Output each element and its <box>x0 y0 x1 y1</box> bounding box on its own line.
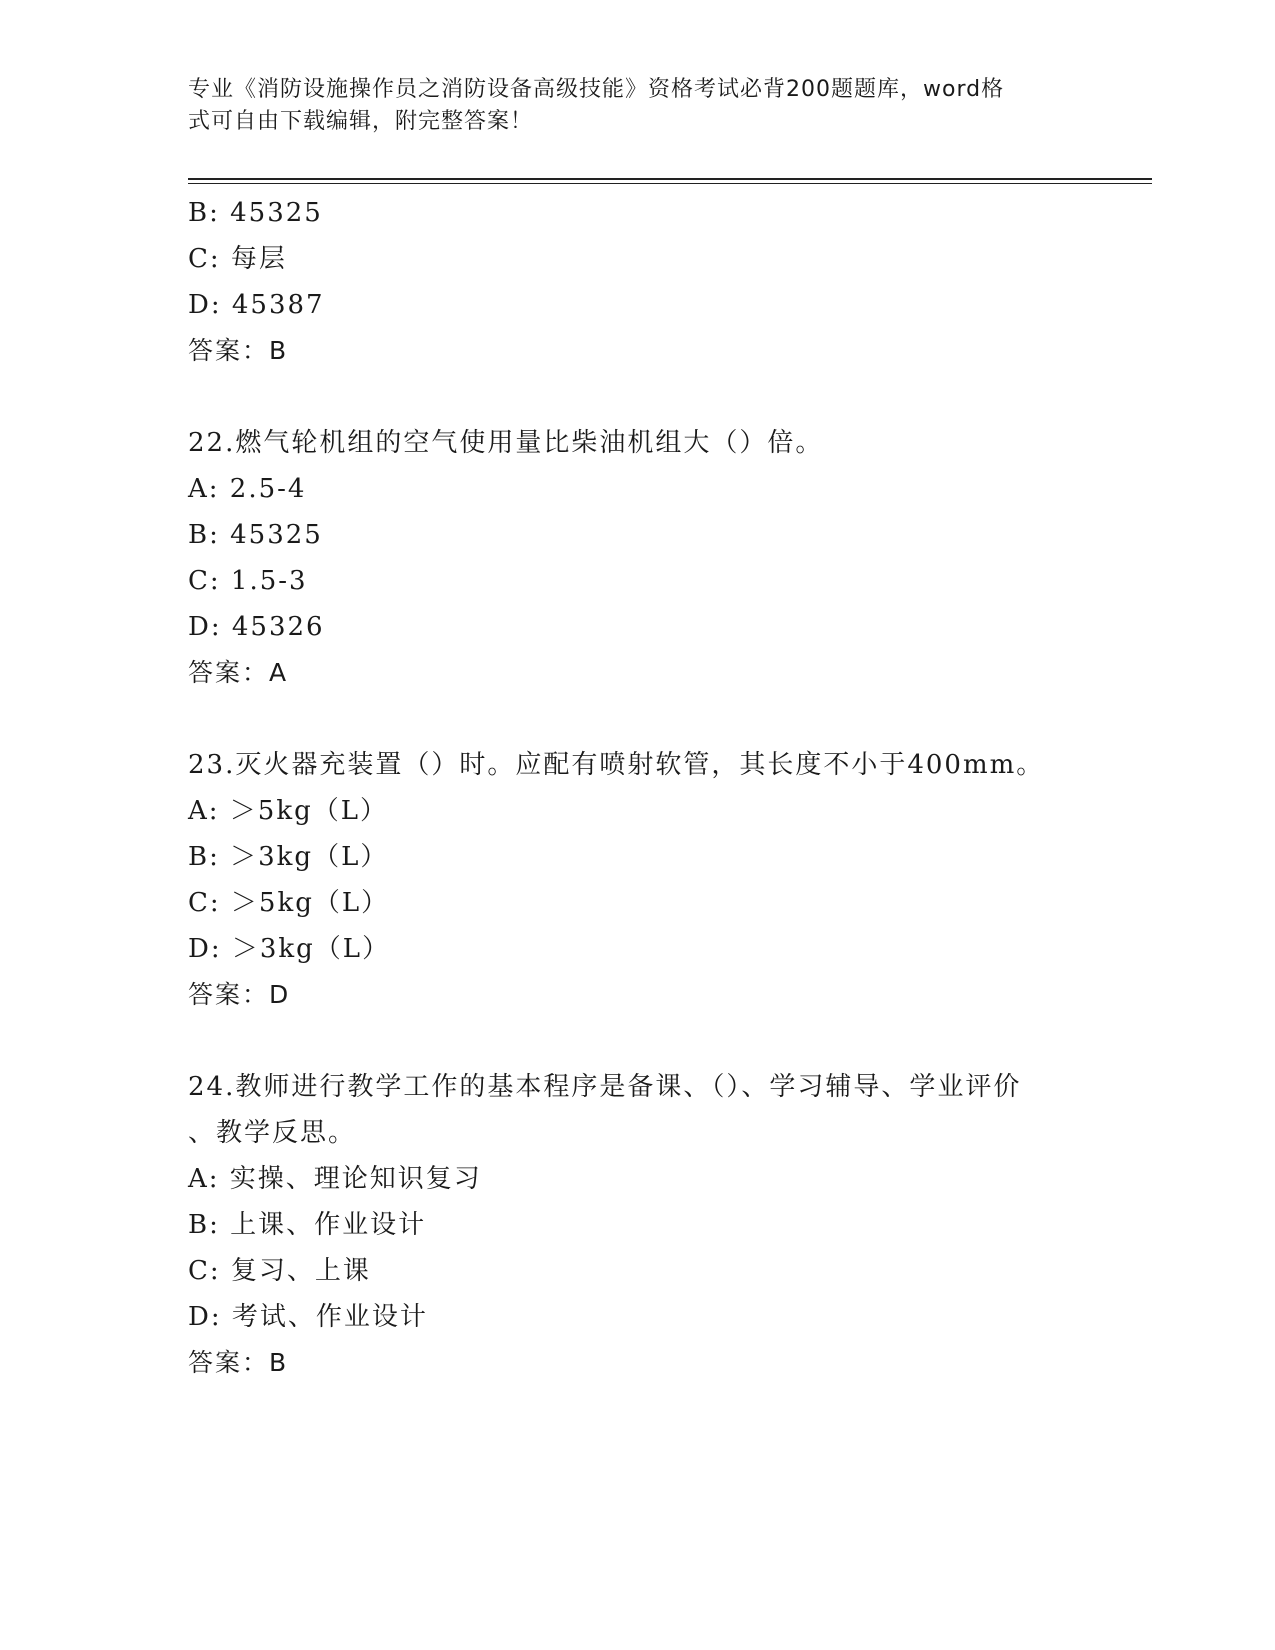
header-divider-thin <box>188 183 1152 184</box>
question-list <box>188 190 1088 1386</box>
question-24 <box>188 1064 1088 1386</box>
option-a: A: ＞5kg（L） <box>188 796 389 826</box>
header-divider-thick <box>188 178 1152 180</box>
option-b: B: 45325 <box>188 198 323 228</box>
answer-line: 答案：B <box>188 336 289 365</box>
option-c: C: 每层 <box>188 244 287 274</box>
question-21-continued <box>188 190 1088 374</box>
option-b: B: 45325 <box>188 520 323 550</box>
option-b: B: ＞3kg（L） <box>188 842 389 872</box>
answer-line: 答案：A <box>188 658 289 687</box>
question-stem: 23.灭火器充装置（）时。应配有喷射软管，其长度不小于400mm。 <box>188 750 1045 780</box>
question-stem-line-2: 、教学反思。 <box>188 1118 357 1148</box>
option-d: D: 45326 <box>188 612 325 642</box>
question-stem-line-1: 24.教师进行教学工作的基本程序是备课、（）、学习辅导、学业评价 <box>188 1072 1022 1102</box>
answer-line: 答案：B <box>188 1348 289 1377</box>
header-title-line-2: 式可自由下载编辑，附完整答案！ <box>188 109 534 134</box>
question-22 <box>188 420 1088 696</box>
header-title-line-1: 专业《消防设施操作员之消防设备高级技能》资格考试必背200题题库，word格 <box>188 77 1005 102</box>
option-c: C: 复习、上课 <box>188 1256 371 1286</box>
question-23 <box>188 742 1088 1018</box>
document-header <box>188 74 1068 138</box>
option-b: B: 上课、作业设计 <box>188 1210 427 1240</box>
question-stem: 22.燃气轮机组的空气使用量比柴油机组大（）倍。 <box>188 428 824 458</box>
option-a: A: 实操、理论知识复习 <box>188 1164 482 1194</box>
option-c: C: 1.5-3 <box>188 566 308 596</box>
option-d: D: ＞3kg（L） <box>188 934 391 964</box>
answer-line: 答案：D <box>188 980 291 1009</box>
option-a: A: 2.5-4 <box>188 474 307 504</box>
option-d: D: 45387 <box>188 290 325 320</box>
option-c: C: ＞5kg（L） <box>188 888 390 918</box>
option-d: D: 考试、作业设计 <box>188 1302 428 1332</box>
